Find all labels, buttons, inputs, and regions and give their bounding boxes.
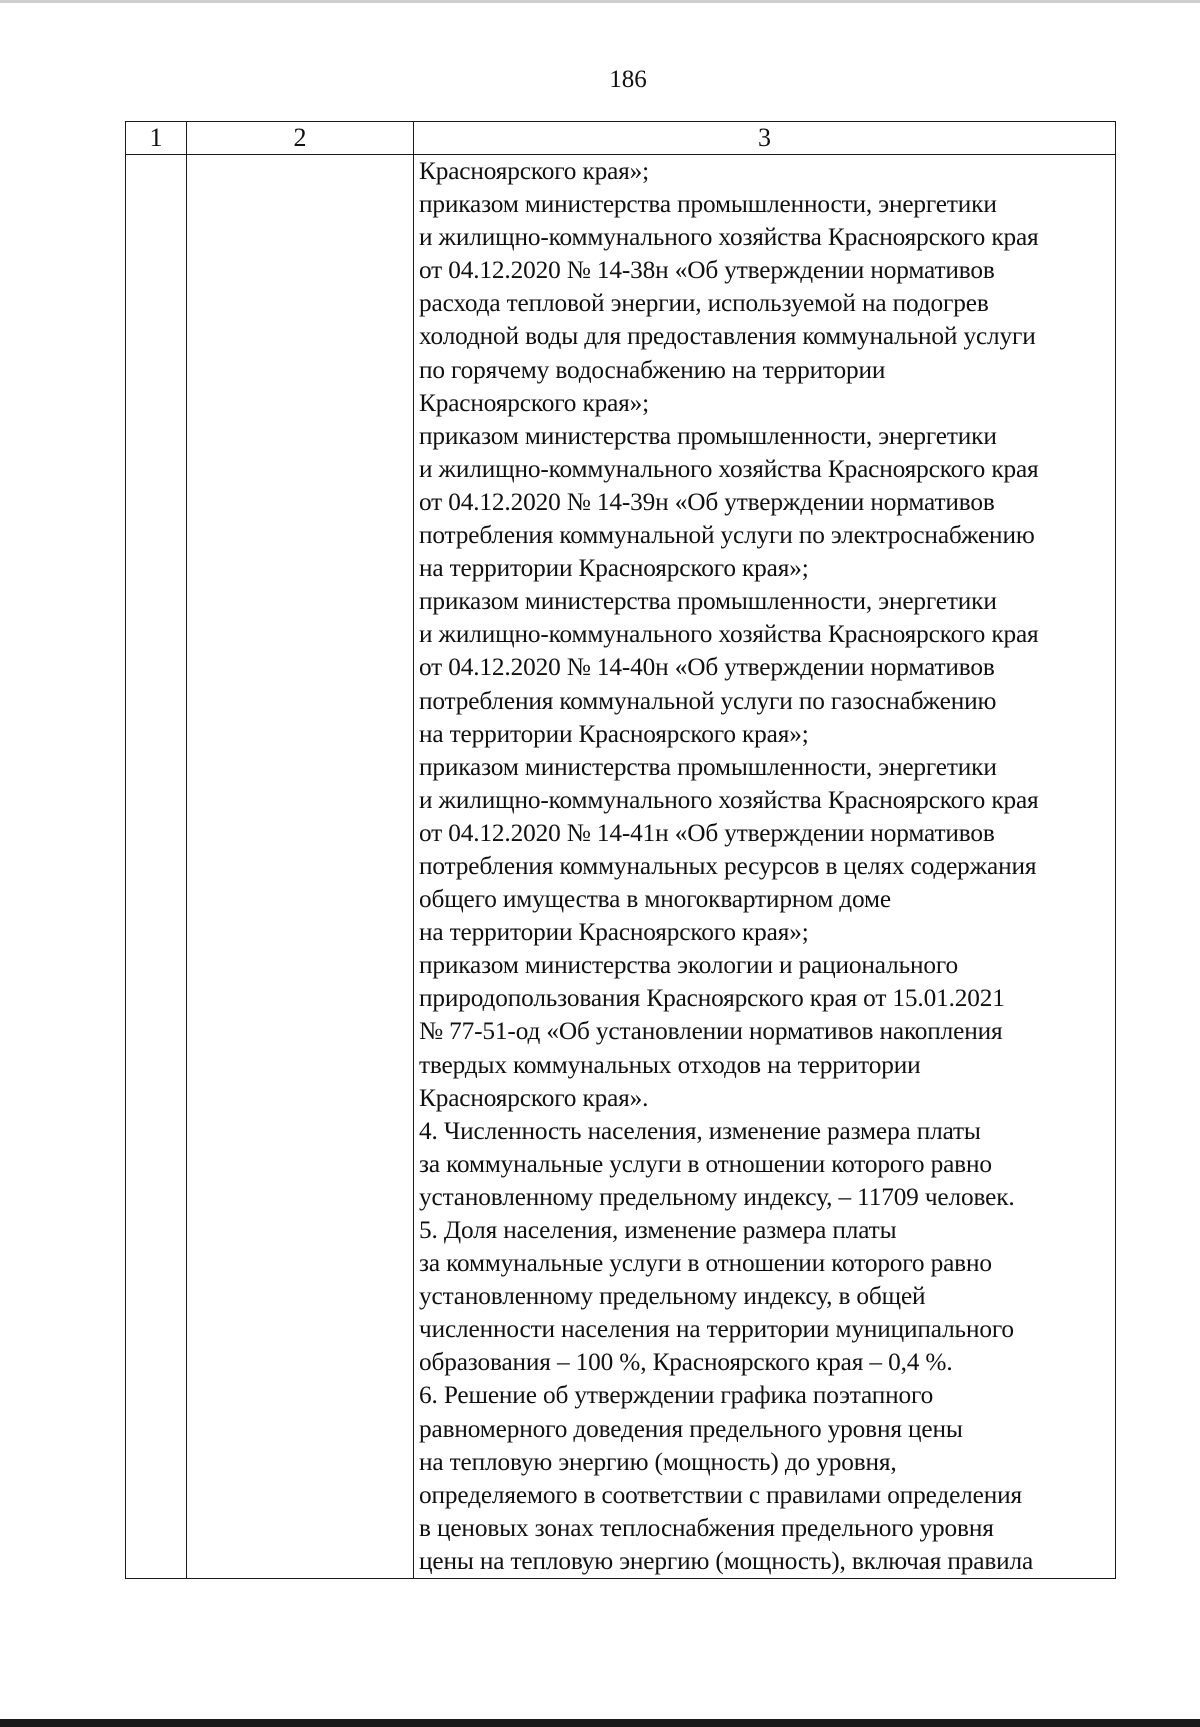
text-line: потребления коммунальной услуги по газоснабжению: [419, 686, 997, 715]
page-number: 186: [609, 66, 647, 93]
text-line: на тепловую энергию (мощность) до уровня,: [419, 1447, 897, 1476]
column-1-cell: [126, 155, 187, 1579]
text-line: 6. Решение об утверждении графика поэтапного: [419, 1381, 934, 1410]
column-header-3: 3: [414, 122, 1116, 155]
text-line: определяемого в соответствии с правилами определения: [419, 1480, 1022, 1509]
text-line: № 77-51-од «Об установлении нормативов накопления: [419, 1017, 1003, 1046]
text-line: 5. Доля населения, изменение размера платы: [419, 1216, 897, 1244]
text-line: установленному предельному индексу, – 11709 человек.: [419, 1182, 1015, 1211]
text-line: и жилищно-коммунального хозяйства Красноярского края: [419, 454, 1039, 483]
text-line: приказом министерства промышленности, энергетики: [419, 421, 997, 450]
text-line: 4. Численность населения, изменение размера платы: [419, 1116, 981, 1145]
text-line: приказом министерства промышленности, энергетики: [419, 190, 997, 219]
text-line: на территории Красноярского края»;: [419, 554, 809, 583]
text-line: холодной воды для предоставления коммунальной услуги: [419, 322, 1036, 351]
text-line: твердых коммунальных отходов на территории: [419, 1050, 921, 1079]
text-line: природопользования Красноярского края от 15.01.2021: [419, 984, 1005, 1013]
text-line: от 04.12.2020 № 14-39н «Об утверждении нормативов: [419, 487, 995, 516]
text-line: установленному предельному индексу, в общей: [419, 1282, 926, 1311]
text-line: за коммунальные услуги в отношении которого равно: [419, 1149, 992, 1178]
column-2-cell: [187, 155, 414, 1579]
text-line: расхода тепловой энергии, используемой на подогрев: [419, 289, 989, 318]
text-line: от 04.12.2020 № 14-40н «Об утверждении нормативов: [419, 653, 995, 682]
text-line: на территории Красноярского края»;: [419, 719, 809, 748]
text-line: Красноярского края»;: [419, 157, 650, 185]
text-line: по горячему водоснабжению на территории: [419, 355, 886, 384]
text-line: Красноярского края».: [419, 1083, 649, 1112]
column-header-1: 1: [126, 122, 187, 155]
text-line: от 04.12.2020 № 14-38н «Об утверждении нормативов: [419, 256, 995, 285]
text-line: на территории Красноярского края»;: [419, 918, 809, 947]
column-3-text: [414, 155, 1115, 1578]
text-line: цены на тепловую энергию (мощность), включая правила: [419, 1546, 1034, 1575]
text-line: приказом министерства промышленности, энергетики: [419, 752, 997, 781]
text-line: и жилищно-коммунального хозяйства Красноярского края: [419, 785, 1039, 814]
column-header-2: 2: [187, 122, 414, 155]
scan-bottom-edge: [0, 1719, 1200, 1727]
text-line: Красноярского края»;: [419, 388, 650, 417]
text-line: от 04.12.2020 № 14-41н «Об утверждении нормативов: [419, 818, 995, 847]
text-line: и жилищно-коммунального хозяйства Красноярского края: [419, 620, 1039, 649]
text-line: в ценовых зонах теплоснабжения предельного уровня: [419, 1513, 994, 1542]
table-header-row: [126, 122, 1116, 155]
text-line: за коммунальные услуги в отношении которого равно: [419, 1249, 992, 1278]
text-line: равномерного доведения предельного уровня цены: [419, 1414, 963, 1443]
text-line: потребления коммунальной услуги по электроснабжению: [419, 521, 1035, 550]
text-line: приказом министерства экологии и рационального: [419, 951, 958, 980]
table-row: [126, 155, 1116, 1579]
text-line: приказом министерства промышленности, энергетики: [419, 587, 997, 616]
text-line: численности населения на территории муниципального: [419, 1315, 1014, 1344]
text-line: и жилищно-коммунального хозяйства Красноярского края: [419, 223, 1039, 252]
column-3-cell: [414, 155, 1116, 1579]
document-table: [125, 121, 1116, 1579]
text-line: потребления коммунальных ресурсов в целях содержания: [419, 851, 1037, 880]
scan-top-edge: [0, 0, 1200, 3]
text-line: образования – 100 %, Красноярского края – 0,4 %.: [419, 1348, 953, 1377]
text-line: общего имущества в многоквартирном доме: [419, 885, 891, 914]
